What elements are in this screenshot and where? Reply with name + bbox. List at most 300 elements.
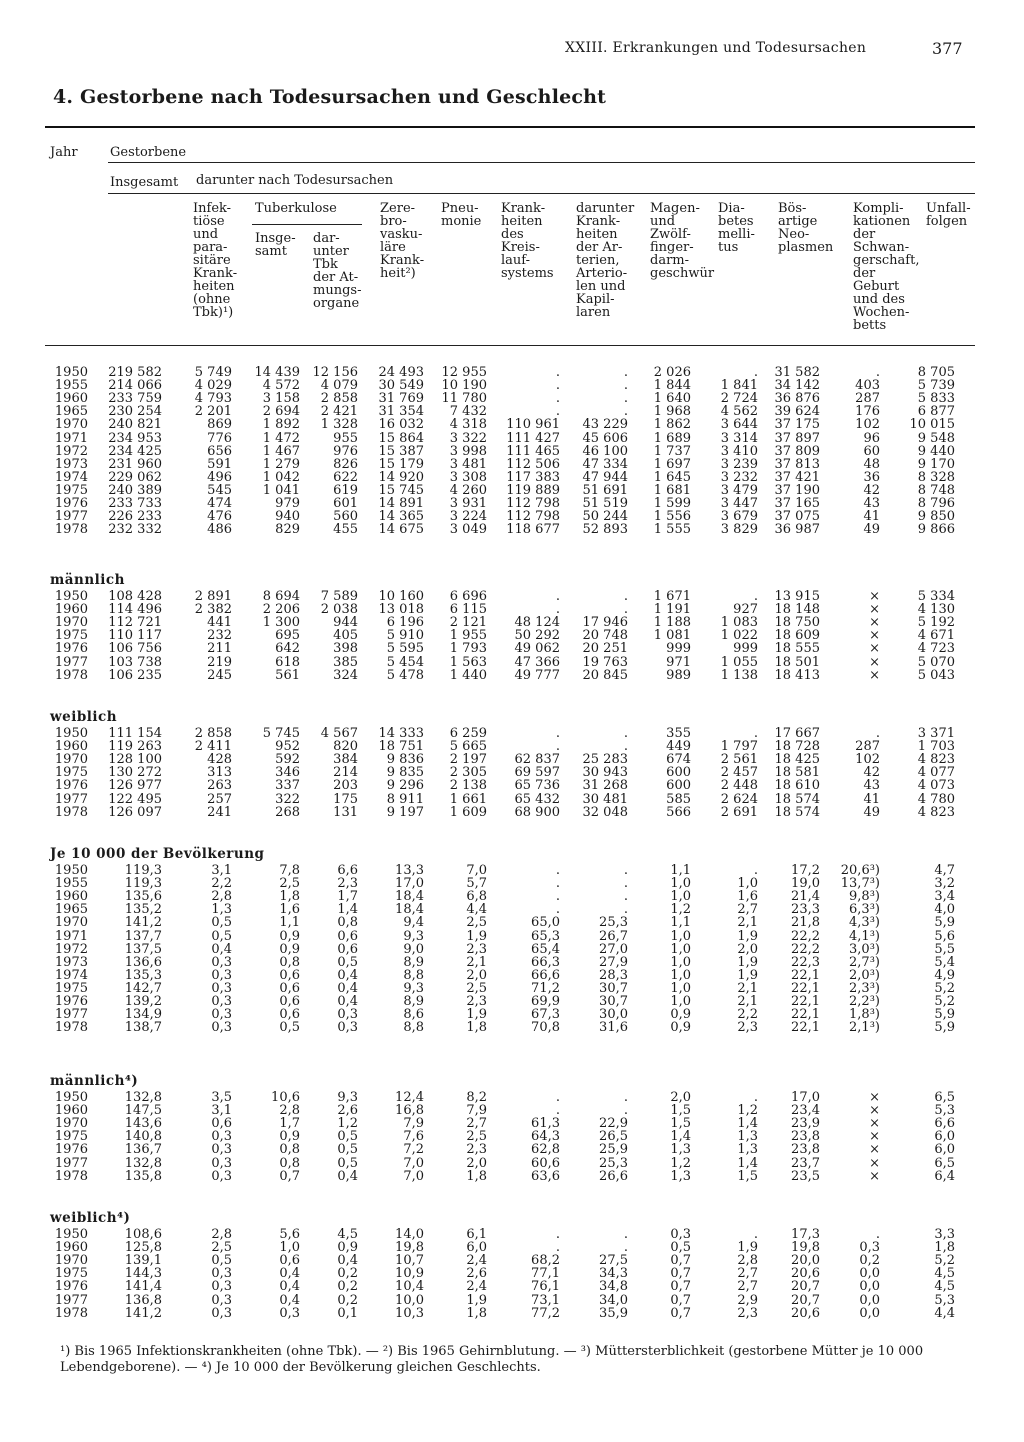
cell-infektioese: 0,3 [211, 1020, 232, 1036]
cell-kreislauf: 111 465 [506, 443, 560, 459]
cell-jahr: 1975 [54, 1266, 88, 1282]
cell-infektioese: 0,4 [211, 941, 232, 957]
cell-magen: 449 [666, 739, 691, 755]
cell-magen: 1 862 [653, 417, 691, 433]
cell-jahr: 1977 [54, 791, 88, 807]
cell-kreislauf: . [555, 1090, 560, 1105]
cell-infektioese: 257 [207, 791, 232, 807]
cell-infektioese: 2,8 [211, 889, 232, 905]
cell-diabetes: 1,2 [737, 1103, 758, 1119]
cell-zerebrovaskulaer: 9,3 [403, 980, 424, 996]
cell-neoplasmen: 22,1 [791, 1020, 820, 1036]
cell-zerebrovaskulaer: 10,7 [395, 1253, 424, 1269]
cell-unfallfolgen: 3 371 [917, 726, 955, 741]
section-label: männlich⁴) [50, 1073, 139, 1089]
cell-unfallfolgen: 5,3 [934, 1292, 955, 1308]
cell-infektioese: 2 411 [194, 739, 232, 755]
cell-insgesamt: 132,8 [124, 1155, 162, 1171]
cell-pneumonie: 2,4 [466, 1279, 487, 1295]
cell-tbk-insgesamt: 0,6 [279, 1007, 300, 1023]
cell-infektioese: 2,2 [211, 876, 232, 892]
page-number: 377 [932, 39, 963, 58]
footnotes [60, 1344, 975, 1376]
cell-neoplasmen: 31 582 [774, 365, 820, 380]
cell-jahr: 1976 [54, 994, 88, 1009]
cell-insgesamt: 114 496 [108, 602, 162, 618]
cell-arterien: 20 845 [582, 667, 628, 683]
cell-unfallfolgen: 4 723 [917, 641, 955, 657]
cell-unfallfolgen: 4 823 [917, 804, 955, 820]
cell-tbk-insgesamt: 940 [275, 509, 300, 525]
cell-tbk-atmung: 405 [333, 628, 358, 644]
cell-jahr: 1974 [54, 967, 88, 983]
cell-magen: 989 [666, 667, 691, 683]
cell-tbk-atmung: 1,4 [337, 902, 358, 918]
cell-kreislauf: . [555, 404, 560, 420]
cell-infektioese: 428 [207, 752, 232, 768]
cell-arterien: 34,8 [599, 1279, 628, 1295]
cell-kreislauf: 66,3 [531, 954, 560, 970]
cell-neoplasmen: 37 165 [774, 496, 820, 511]
cell-jahr: 1977 [54, 1155, 88, 1171]
header-diabetes: Dia- betes melli- tus [718, 201, 755, 255]
cell-tbk-atmung: 0,5 [337, 1142, 358, 1158]
cell-jahr: 1950 [54, 726, 88, 741]
cell-arterien: 30,7 [599, 980, 628, 996]
cell-tbk-insgesamt: 0,6 [279, 994, 300, 1009]
cell-tbk-insgesamt: 0,8 [279, 1155, 300, 1171]
cell-diabetes: 2,7 [737, 1266, 758, 1282]
cell-arterien: 32 048 [582, 804, 628, 820]
cell-jahr: 1978 [54, 667, 88, 683]
cell-schwangerschaft: 20,6³) [840, 863, 880, 878]
cell-jahr: 1970 [54, 615, 88, 631]
cell-tbk-insgesamt: 0,6 [279, 967, 300, 983]
cell-infektioese: 2 891 [194, 589, 232, 604]
cell-tbk-atmung: 131 [333, 804, 358, 820]
cell-magen: 0,7 [670, 1279, 691, 1295]
cell-insgesamt: 119,3 [124, 863, 162, 878]
cell-jahr: 1965 [54, 902, 88, 918]
cell-tbk-atmung: 0,2 [337, 1279, 358, 1295]
cell-magen: 1,0 [670, 876, 691, 892]
cell-schwangerschaft: 403 [855, 378, 880, 394]
cell-zerebrovaskulaer: 15 387 [378, 443, 424, 459]
cell-pneumonie: 2,0 [466, 1155, 487, 1171]
header-tuberkulose: Tuberkulose [255, 201, 337, 216]
cell-diabetes: 3 239 [720, 456, 758, 472]
cell-kreislauf: 47 366 [514, 654, 560, 670]
cell-magen: 600 [666, 765, 691, 781]
cell-schwangerschaft: 41 [863, 509, 880, 525]
header-neoplasmen: Bös- artige Neo- plasmen [778, 201, 834, 255]
header-rule-2 [108, 193, 975, 194]
cell-tbk-atmung: 398 [333, 641, 358, 657]
cell-neoplasmen: 21,8 [791, 915, 820, 931]
cell-arterien: . [623, 391, 628, 407]
cell-diabetes: 2,0 [737, 941, 758, 957]
cell-diabetes: 3 314 [720, 430, 758, 446]
cell-tbk-atmung: 214 [333, 765, 358, 781]
cell-pneumonie: 3 049 [449, 522, 487, 538]
header-gestorbene: Gestorbene [110, 145, 187, 160]
cell-diabetes: 2,7 [737, 902, 758, 918]
cell-unfallfolgen: 4 671 [917, 628, 955, 644]
cell-arterien: . [623, 739, 628, 755]
cell-neoplasmen: 20,6 [791, 1266, 820, 1282]
cell-unfallfolgen: 4,0 [934, 902, 955, 918]
cell-arterien: 25,3 [599, 1155, 628, 1171]
header-infektioese: Infek- tiöse und para- sitäre Krank- heiten (ohne Tbk)¹) [193, 201, 238, 320]
cell-jahr: 1970 [54, 1253, 88, 1269]
header-zerebrovaskulaer: Zere- bro- vasku- läre Krank- heit²) [380, 201, 425, 281]
cell-tbk-insgesamt: 0,8 [279, 1142, 300, 1158]
cell-unfallfolgen: 6,6 [934, 1116, 955, 1132]
cell-kreislauf: . [555, 391, 560, 407]
cell-tbk-atmung: 0,2 [337, 1266, 358, 1282]
cell-pneumonie: 3 308 [449, 469, 487, 485]
cell-arterien: 31 268 [582, 778, 628, 794]
cell-diabetes: 3 679 [720, 509, 758, 525]
cell-jahr: 1950 [54, 863, 88, 878]
cell-zerebrovaskulaer: 10 160 [378, 589, 424, 604]
cell-magen: 1 191 [653, 602, 691, 618]
cell-unfallfolgen: 5 192 [917, 615, 955, 631]
cell-neoplasmen: 23,8 [791, 1142, 820, 1158]
cell-neoplasmen: 37 175 [774, 417, 820, 433]
cell-jahr: 1971 [54, 430, 88, 446]
cell-pneumonie: 2,3 [466, 1142, 487, 1158]
cell-diabetes: 2,8 [737, 1253, 758, 1269]
cell-neoplasmen: 37 813 [774, 456, 820, 472]
cell-magen: 1,4 [670, 1129, 691, 1145]
cell-schwangerschaft: 41 [863, 791, 880, 807]
cell-magen: 1,1 [670, 915, 691, 931]
cell-unfallfolgen: 6,4 [934, 1168, 955, 1184]
cell-unfallfolgen: 5,4 [934, 954, 955, 970]
cell-infektioese: 545 [207, 482, 232, 498]
cell-insgesamt: 230 254 [108, 404, 162, 420]
cell-unfallfolgen: 6,0 [934, 1129, 955, 1145]
cell-unfallfolgen: 8 705 [917, 365, 955, 380]
cell-insgesamt: 134,9 [124, 1007, 162, 1023]
cell-jahr: 1970 [54, 417, 88, 433]
cell-zerebrovaskulaer: 15 179 [378, 456, 424, 472]
cell-kreislauf: 66,6 [531, 967, 560, 983]
cell-diabetes: . [753, 1090, 758, 1105]
cell-unfallfolgen: 9 850 [917, 509, 955, 525]
cell-diabetes: 3 447 [720, 496, 758, 511]
cell-neoplasmen: 23,5 [791, 1168, 820, 1184]
cell-unfallfolgen: 6,5 [934, 1090, 955, 1105]
cell-zerebrovaskulaer: 8,8 [403, 1020, 424, 1036]
cell-magen: 0,9 [670, 1007, 691, 1023]
cell-tbk-atmung: 1 328 [320, 417, 358, 433]
cell-pneumonie: 4 318 [449, 417, 487, 433]
cell-neoplasmen: 37 421 [774, 469, 820, 485]
cell-diabetes: . [753, 1227, 758, 1242]
cell-unfallfolgen: 8 328 [917, 469, 955, 485]
cell-infektioese: 211 [207, 641, 232, 657]
cell-arterien: 47 334 [582, 456, 628, 472]
cell-kreislauf: 65 736 [514, 778, 560, 794]
cell-pneumonie: 2 305 [449, 765, 487, 781]
cell-schwangerschaft: × [869, 654, 880, 670]
cell-unfallfolgen: 1,8 [934, 1240, 955, 1256]
cell-unfallfolgen: 6,5 [934, 1155, 955, 1171]
cell-infektioese: 0,3 [211, 1292, 232, 1308]
cell-tbk-atmung: 2 421 [320, 404, 358, 420]
cell-schwangerschaft: 2,2³) [849, 994, 880, 1009]
cell-infektioese: 776 [207, 430, 232, 446]
cell-tbk-insgesamt: 1,6 [279, 902, 300, 918]
cell-magen: 1,5 [670, 1103, 691, 1119]
cell-pneumonie: 3 224 [449, 509, 487, 525]
cell-tbk-insgesamt: 829 [275, 522, 300, 538]
cell-neoplasmen: 18 728 [774, 739, 820, 755]
cell-pneumonie: 2,5 [466, 915, 487, 931]
cell-zerebrovaskulaer: 16,8 [395, 1103, 424, 1119]
cell-arterien: 25 283 [582, 752, 628, 768]
cell-unfallfolgen: 3,4 [934, 889, 955, 905]
cell-pneumonie: 6 696 [449, 589, 487, 604]
cell-magen: 1 081 [653, 628, 691, 644]
cell-infektioese: 263 [207, 778, 232, 794]
cell-jahr: 1955 [54, 378, 88, 394]
cell-arterien: 30,7 [599, 994, 628, 1009]
cell-insgesamt: 232 332 [108, 522, 162, 538]
cell-magen: 0,5 [670, 1240, 691, 1256]
cell-arterien: . [623, 876, 628, 892]
cell-diabetes: 1,5 [737, 1168, 758, 1184]
cell-jahr: 1974 [54, 469, 88, 485]
cell-unfallfolgen: 6,0 [934, 1142, 955, 1158]
cell-neoplasmen: 17,2 [791, 863, 820, 878]
cell-neoplasmen: 13 915 [774, 589, 820, 604]
cell-zerebrovaskulaer: 10,0 [395, 1292, 424, 1308]
cell-arterien: . [623, 365, 628, 380]
cell-zerebrovaskulaer: 14 920 [378, 469, 424, 485]
cell-insgesamt: 138,7 [124, 1020, 162, 1036]
cell-schwangerschaft: . [875, 726, 880, 741]
cell-jahr: 1950 [54, 1090, 88, 1105]
cell-unfallfolgen: 9 170 [917, 456, 955, 472]
header-jahr: Jahr [50, 145, 78, 160]
cell-kreislauf: 110 961 [506, 417, 560, 433]
cell-kreislauf: . [555, 863, 560, 878]
cell-kreislauf: . [555, 1240, 560, 1256]
cell-schwangerschaft: × [869, 628, 880, 644]
cell-neoplasmen: 18 501 [774, 654, 820, 670]
cell-pneumonie: 1 955 [449, 628, 487, 644]
cell-kreislauf: 60,6 [531, 1155, 560, 1171]
cell-kreislauf: 117 383 [506, 469, 560, 485]
cell-unfallfolgen: 5 070 [917, 654, 955, 670]
cell-magen: 1 968 [653, 404, 691, 420]
cell-unfallfolgen: 5 334 [917, 589, 955, 604]
cell-magen: 1 844 [653, 378, 691, 394]
cell-tbk-atmung: 4 079 [320, 378, 358, 394]
table-row [0, 669, 1024, 683]
cell-tbk-atmung: 0,6 [337, 928, 358, 944]
cell-tbk-insgesamt: 0,8 [279, 954, 300, 970]
cell-insgesamt: 219 582 [108, 365, 162, 380]
cell-arterien: 30 943 [582, 765, 628, 781]
cell-magen: 1,2 [670, 902, 691, 918]
cell-unfallfolgen: 3,3 [934, 1227, 955, 1242]
cell-kreislauf: 112 798 [506, 496, 560, 511]
cell-magen: 1,3 [670, 1142, 691, 1158]
cell-tbk-atmung: 0,5 [337, 954, 358, 970]
cell-insgesamt: 140,8 [124, 1129, 162, 1145]
cell-tbk-insgesamt: 1 472 [262, 430, 300, 446]
cell-tbk-insgesamt: 1 279 [262, 456, 300, 472]
cell-arterien: 19 763 [582, 654, 628, 670]
cell-magen: 1 671 [653, 589, 691, 604]
cell-tbk-insgesamt: 10,6 [271, 1090, 300, 1105]
cell-tbk-atmung: 0,4 [337, 967, 358, 983]
cell-insgesamt: 110 117 [108, 628, 162, 644]
header-tbk-insgesamt: Insge- samt [255, 231, 296, 259]
cell-magen: 1,0 [670, 967, 691, 983]
cell-unfallfolgen: 6 877 [917, 404, 955, 420]
cell-tbk-insgesamt: 337 [275, 778, 300, 794]
cell-arterien: . [623, 1240, 628, 1256]
cell-unfallfolgen: 4,5 [934, 1266, 955, 1282]
cell-tbk-insgesamt: 1 892 [262, 417, 300, 433]
cell-schwangerschaft: 2,1³) [849, 1020, 880, 1036]
cell-tbk-insgesamt: 0,4 [279, 1292, 300, 1308]
cell-tbk-insgesamt: 14 439 [254, 365, 300, 380]
cell-infektioese: 441 [207, 615, 232, 631]
cell-jahr: 1950 [54, 589, 88, 604]
cell-neoplasmen: 23,7 [791, 1155, 820, 1171]
cell-infektioese: 0,3 [211, 967, 232, 983]
cell-insgesamt: 126 097 [108, 804, 162, 820]
cell-jahr: 1975 [54, 980, 88, 996]
cell-jahr: 1950 [54, 365, 88, 380]
cell-insgesamt: 240 389 [108, 482, 162, 498]
cell-zerebrovaskulaer: 18 751 [378, 739, 424, 755]
cell-schwangerschaft: 9,8³) [849, 889, 880, 905]
cell-infektioese: 3,1 [211, 1103, 232, 1119]
cell-jahr: 1978 [54, 522, 88, 538]
cell-schwangerschaft: × [869, 589, 880, 604]
cell-neoplasmen: 18 610 [774, 778, 820, 794]
cell-insgesamt: 122 495 [108, 791, 162, 807]
cell-insgesamt: 147,5 [124, 1103, 162, 1119]
cell-tbk-atmung: 455 [333, 522, 358, 538]
cell-insgesamt: 112 721 [108, 615, 162, 631]
cell-tbk-atmung: 0,8 [337, 915, 358, 931]
cell-tbk-atmung: 2,3 [337, 876, 358, 892]
cell-arterien: 34,3 [599, 1266, 628, 1282]
cell-magen: 1,0 [670, 889, 691, 905]
cell-jahr: 1976 [54, 496, 88, 511]
cell-zerebrovaskulaer: 9,0 [403, 941, 424, 957]
cell-jahr: 1970 [54, 915, 88, 931]
cell-unfallfolgen: 8 748 [917, 482, 955, 498]
cell-diabetes: 3 829 [720, 522, 758, 538]
cell-tbk-atmung: 826 [333, 456, 358, 472]
cell-arterien: . [623, 378, 628, 394]
cell-insgesamt: 231 960 [108, 456, 162, 472]
cell-infektioese: 0,3 [211, 1266, 232, 1282]
cell-arterien: . [623, 1090, 628, 1105]
cell-insgesamt: 229 062 [108, 469, 162, 485]
cell-neoplasmen: 34 142 [774, 378, 820, 394]
cell-schwangerschaft: 102 [855, 417, 880, 433]
cell-kreislauf: 119 889 [506, 482, 560, 498]
cell-tbk-insgesamt: 1,0 [279, 1240, 300, 1256]
cell-jahr: 1975 [54, 482, 88, 498]
cell-diabetes: . [753, 365, 758, 380]
cell-schwangerschaft: 43 [863, 496, 880, 511]
cell-neoplasmen: 18 574 [774, 804, 820, 820]
cell-arterien: 46 100 [582, 443, 628, 459]
cell-unfallfolgen: 4,9 [934, 967, 955, 983]
cell-pneumonie: 1,9 [466, 1007, 487, 1023]
cell-neoplasmen: 22,3 [791, 954, 820, 970]
cell-schwangerschaft: 13,7³) [840, 876, 880, 892]
cell-kreislauf: 65,4 [531, 941, 560, 957]
header-schwangerschaft: Kompli- kationen der Schwan- gerschaft, der Geburt und des Wochen- betts [853, 201, 920, 333]
cell-neoplasmen: 19,8 [791, 1240, 820, 1256]
cell-diabetes: 1,4 [737, 1116, 758, 1132]
top-rule [45, 126, 975, 128]
cell-diabetes: 3 479 [720, 482, 758, 498]
cell-pneumonie: 4,4 [466, 902, 487, 918]
cell-arterien: 25,3 [599, 915, 628, 931]
cell-neoplasmen: 18 413 [774, 667, 820, 683]
cell-pneumonie: 3 931 [449, 496, 487, 511]
cell-zerebrovaskulaer: 5 454 [386, 654, 424, 670]
cell-tbk-insgesamt: 1 041 [262, 482, 300, 498]
cell-kreislauf: 65,3 [531, 928, 560, 944]
cell-diabetes: 2,1 [737, 994, 758, 1009]
cell-tbk-insgesamt: 0,3 [279, 1305, 300, 1321]
cell-insgesamt: 233 759 [108, 391, 162, 407]
cell-insgesamt: 233 733 [108, 496, 162, 511]
cell-tbk-atmung: 12 156 [312, 365, 358, 380]
cell-arterien: . [623, 589, 628, 604]
cell-tbk-atmung: 1,7 [337, 889, 358, 905]
cell-pneumonie: 1 440 [449, 667, 487, 683]
cell-tbk-insgesamt: 346 [275, 765, 300, 781]
cell-diabetes: 2,9 [737, 1292, 758, 1308]
cell-unfallfolgen: 5,9 [934, 915, 955, 931]
header-darunter: darunter nach Todesursachen [196, 173, 394, 188]
cell-jahr: 1978 [54, 1020, 88, 1036]
cell-neoplasmen: 37 809 [774, 443, 820, 459]
cell-infektioese: 0,3 [211, 954, 232, 970]
cell-zerebrovaskulaer: 14 891 [378, 496, 424, 511]
cell-zerebrovaskulaer: 16 032 [378, 417, 424, 433]
cell-unfallfolgen: 4 130 [917, 602, 955, 618]
header-pneumonie: Pneu- monie [441, 201, 482, 229]
cell-tbk-insgesamt: 0,5 [279, 1020, 300, 1036]
cell-neoplasmen: 18 425 [774, 752, 820, 768]
cell-jahr: 1976 [54, 641, 88, 657]
cell-zerebrovaskulaer: 14 333 [378, 726, 424, 741]
cell-schwangerschaft: 49 [863, 522, 880, 538]
cell-jahr: 1960 [54, 1240, 88, 1256]
cell-infektioese: 591 [207, 456, 232, 472]
cell-kreislauf: . [555, 726, 560, 741]
cell-kreislauf: . [555, 876, 560, 892]
cell-tbk-atmung: 175 [333, 791, 358, 807]
cell-arterien: 28,3 [599, 967, 628, 983]
